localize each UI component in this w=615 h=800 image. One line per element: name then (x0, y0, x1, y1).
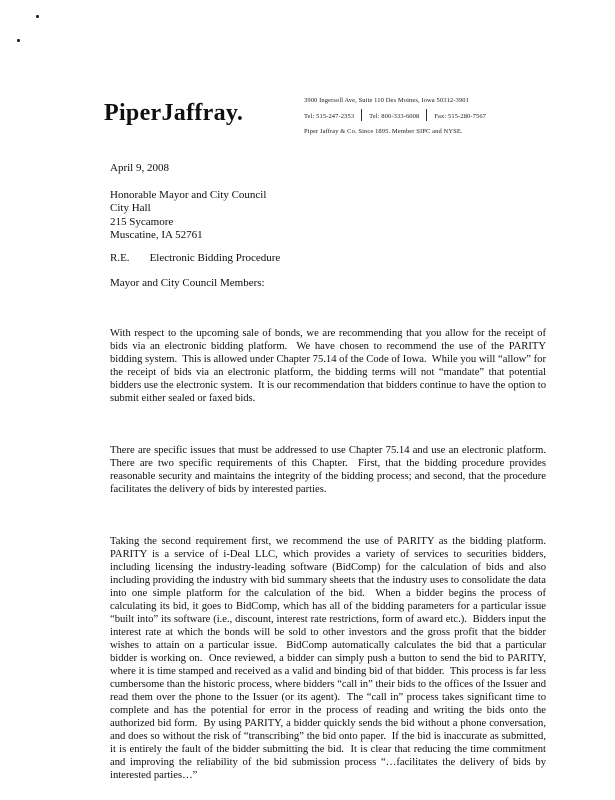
letter-body (110, 301, 552, 800)
scan-speck (17, 39, 20, 42)
subject-line (110, 252, 280, 264)
recipient-line: City Hall (110, 202, 151, 215)
recipient-line: Honorable Mayor and City Council (110, 189, 267, 201)
divider (426, 109, 427, 121)
recipient-line: 215 Sycamore (110, 215, 174, 228)
paragraph: Taking the second requirement first, we recommend the use of PARITY as the bidding platform. PARITY is a service of i-Deal LLC, which provides a variety of services to securities bidders, including licensing the industry-leading software (BidComp) for the calculation of bids and also including providing the industry with bid summary sheets that the industry uses to consolidate the data into one simple platform for the calculation of the bid. When a bidder begins the process of calculating its bid, it goes to BidComp, which has all of the bidding parameters for a particular issue “built into” its software (i.e., discount, interest rate restrictions, form of award etc.). Bidders input the interest rate at which the bonds will be sold to other investors and the gross profit that the bidder wishes to attain on a particular issue. BidComp automatically calculates the bid that a particular bidder is working on. Once reviewed, a bidder can simply push a button to send the bid to PARITY, where it is time stamped and received as a valid and binding bid of that bidder. This process is far less cumbersome than the historic process, where bidders “call in” their bids to the offices of the Issuer and read them over the phone to the Issuer (or its agent). The “call in” process takes significant time to complete and has the potential for error in the process of reading and writing the bids onto the authorized bid form. By using PARITY, a bidder quickly sends the bid without a phone conversation, and does so without the risk of “transcribing” the bid onto paper. If the bid is inaccurate as submitted, it is entirely the fault of the bidder submitting the bid. It is clear that reducing the time commitment and improving the reliability of the bid submission process “…facilitates the delivery of bids by interested parties…” (110, 536, 552, 781)
re-subject: Electronic Bidding Procedure (149, 252, 281, 264)
recipient-line: Muscatine, IA 52761 (110, 229, 203, 242)
letterhead-address: 3900 Ingersoll Ave, Suite 110 Des Moines, Iowa 50312-3901 (304, 97, 469, 104)
company-logo: PiperJaffray. (104, 100, 244, 126)
recipient-address-block (110, 189, 266, 243)
salutation: Mayor and City Council Members: (110, 277, 265, 289)
letterhead-fax: Fax: 515-280-7567 (434, 112, 487, 120)
scan-speck (36, 15, 39, 18)
letterhead-contact-block (304, 97, 530, 136)
paragraph: There are specific issues that must be addressed to use Chapter 75.14 and use an electronic platform. There are two specific requirements of this Chapter. First, that the bidding procedure provides reasonable security and maintains the integrity of the bidding process; and second, that the procedure facilitates the delivery of bids by interested parties. (110, 445, 552, 495)
letterhead-tel-1: Tel: 515-247-2353 (304, 112, 355, 120)
re-label: R.E. (110, 252, 130, 264)
letterhead-tel-2: Tel: 800-333-6008 (369, 112, 420, 120)
letterhead-phone-row (304, 112, 530, 121)
divider (361, 109, 362, 121)
letter-date: April 9, 2008 (110, 162, 169, 174)
paragraph: With respect to the upcoming sale of bonds, we are recommending that you allow for the receipt of bids via an electronic bidding platform. We have chosen to recommend the use of the PARITY bidding system. This is allowed under Chapter 75.14 of the Code of Iowa. While you will “allow” for the receipt of bids via an electronic platform, the bidding terms will not “mandate” that potential bidders use the electronic system. It is our recommendation that bidders continue to have the option to submit either sealed or faxed bids. (110, 328, 549, 404)
letterhead-tagline: Piper Jaffray & Co. Since 1895. Member SIPC and NYSE. (304, 128, 463, 135)
